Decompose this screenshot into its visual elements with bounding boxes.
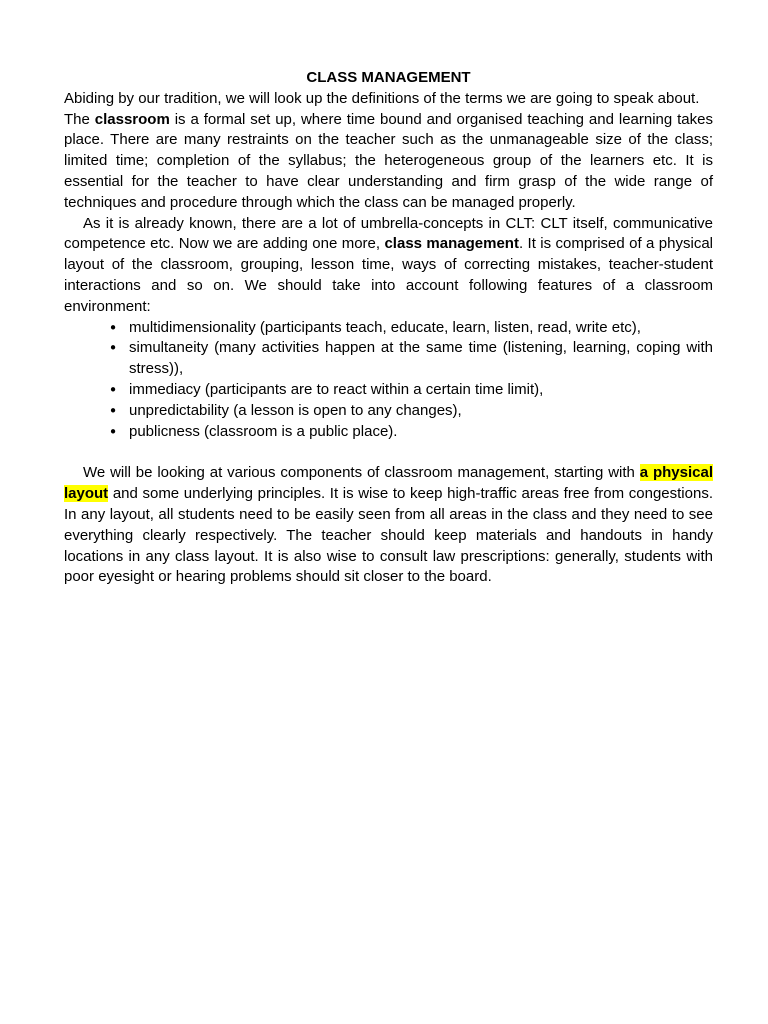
class-management-paragraph [64, 214, 713, 318]
list-item [108, 401, 713, 422]
term-classroom: classroom [94, 110, 170, 128]
list-item-text: unpredictability (a lesson is open to any changes), [129, 401, 462, 419]
term-class-management: class management [384, 235, 519, 253]
physical-layout-paragraph [64, 463, 713, 588]
paragraph-lead: As it is already known, there are a lot of umbrella-concepts in CLT: CLT itself, communicative competence etc. Now we are adding one more, [64, 214, 713, 253]
list-item [108, 318, 713, 339]
intro-paragraph: Abiding by our tradition, we will look up the definitions of the terms we are going to speak about. [64, 89, 700, 107]
paragraph-body: . It is comprised of a physical layout of the classroom, grouping, lesson time, ways of correcting mistakes, teacher-student interactions and so on. We should take into account following features of a classroom environment: [64, 235, 713, 315]
list-item [108, 422, 713, 443]
features-list [64, 318, 713, 443]
bullet-icon: • [108, 380, 118, 399]
list-item [108, 380, 713, 401]
paragraph-spacer [64, 442, 713, 463]
paragraph-body: and some underlying principles. It is wise to keep high-traffic areas free from congestions. In any layout, all students need to be easily seen from all areas in the class and they need to see everything clearly respectively. The teacher should keep materials and handouts in handy locations in any class layout. It is also wise to consult law prescriptions: generally, students with poor eyesight or hearing problems should sit closer to the board. [64, 485, 713, 586]
highlighted-term: a physical layout [64, 464, 713, 503]
list-item-text: simultaneity (many activities happen at the same time (listening, learning, coping with stress)), [129, 339, 713, 378]
bullet-icon: • [108, 318, 118, 337]
document-title: CLASS MANAGEMENT [306, 69, 471, 86]
classroom-definition-paragraph [64, 110, 713, 214]
list-item [108, 338, 713, 380]
list-item-text: publicness (classroom is a public place). [129, 422, 398, 440]
paragraph-body: is a formal set up, where time bound and organised teaching and learning takes place. There are many restraints on the teacher such as the unmanageable size of the class; limited time; completion of the syllabus; the heterogeneous group of the learners etc. It is essential for the teacher to have clear understanding and firm grasp of the wide range of techniques and procedure through which the class can be managed properly. [64, 110, 713, 211]
document-page [64, 66, 713, 588]
bullet-icon: • [108, 339, 118, 358]
bullet-icon: • [108, 401, 118, 420]
bullet-icon: • [108, 422, 118, 441]
list-item-text: immediacy (participants are to react within a certain time limit), [129, 380, 544, 398]
list-item-text: multidimensionality (participants teach, educate, learn, listen, read, write etc), [129, 318, 641, 336]
paragraph-lead: We will be looking at various components of classroom management, starting with [83, 464, 640, 482]
paragraph-lead: The [64, 110, 95, 128]
